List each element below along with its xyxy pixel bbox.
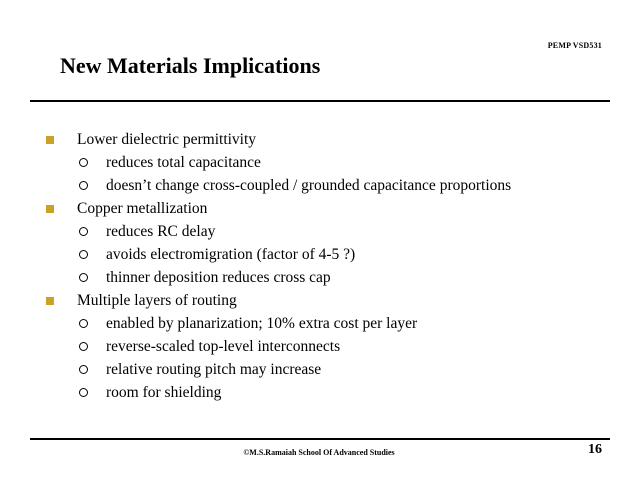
circle-bullet-icon: [79, 388, 88, 397]
bullet-item: [46, 197, 618, 220]
circle-bullet-icon: [79, 365, 88, 374]
square-bullet-icon: [46, 297, 54, 305]
sub-bullet-label: enabled by planarization; 10% extra cost per layer: [106, 314, 418, 332]
bottom-divider: [30, 438, 610, 440]
bullet-item: [46, 128, 618, 151]
course-code: PEMP VSD531: [547, 41, 602, 50]
circle-bullet-icon: [79, 250, 88, 259]
sub-bullet-item: [46, 174, 618, 197]
top-divider: [30, 100, 610, 102]
sub-bullet-label: thinner deposition reduces cross cap: [106, 268, 331, 286]
circle-bullet-icon: [79, 342, 88, 351]
sub-bullet-item: [46, 358, 618, 381]
page-number: 16: [588, 442, 602, 457]
sub-bullet-item: [46, 220, 618, 243]
sub-bullet-item: [46, 381, 618, 404]
sub-bullet-item: [46, 151, 618, 174]
square-bullet-icon: [46, 136, 54, 144]
circle-bullet-icon: [79, 227, 88, 236]
sub-bullet-label: relative routing pitch may increase: [106, 360, 322, 378]
bullet-item: [46, 289, 618, 312]
sub-bullet-label: reduces total capacitance: [106, 153, 261, 171]
footer-copyright: ©M.S.Ramaiah School Of Advanced Studies: [243, 448, 395, 457]
sub-bullet-label: doesn’t change cross-coupled / grounded capacitance proportions: [106, 176, 512, 194]
sub-bullet-item: [46, 312, 618, 335]
bullet-label: Copper metallization: [77, 199, 208, 217]
sub-bullet-label: room for shielding: [106, 383, 222, 401]
sub-bullet-label: reduces RC delay: [106, 222, 216, 240]
circle-bullet-icon: [79, 158, 88, 167]
circle-bullet-icon: [79, 319, 88, 328]
bullet-list: [46, 128, 618, 404]
circle-bullet-icon: [79, 273, 88, 282]
circle-bullet-icon: [79, 181, 88, 190]
sub-bullet-item: [46, 335, 618, 358]
square-bullet-icon: [46, 205, 54, 213]
sub-bullet-label: avoids electromigration (factor of 4-5 ?): [106, 245, 356, 263]
sub-bullet-item: [46, 266, 618, 289]
slide-title: New Materials Implications: [60, 53, 321, 78]
sub-bullet-item: [46, 243, 618, 266]
bullet-label: Lower dielectric permittivity: [77, 130, 257, 148]
bullet-label: Multiple layers of routing: [77, 291, 237, 309]
sub-bullet-label: reverse-scaled top-level interconnects: [106, 337, 341, 355]
